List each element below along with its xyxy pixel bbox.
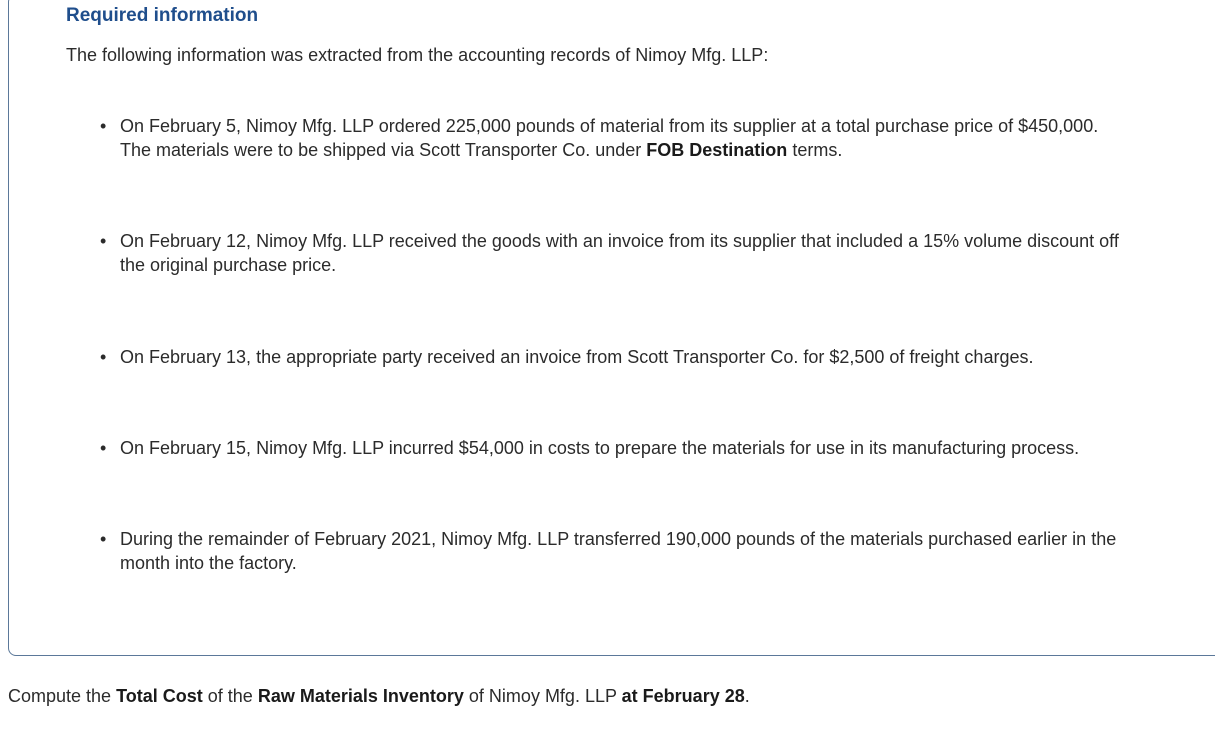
question-emphasis-total-cost: Total Cost [116,686,203,706]
list-item-text [120,229,1200,277]
question-prompt [8,686,750,707]
question-text: of Nimoy Mfg. LLP [468,686,617,706]
bullet-dot-icon: • [100,529,107,549]
list-item-line-end: terms. [792,140,843,160]
list-item [100,436,1200,460]
list-item-text: On February 15, Nimoy Mfg. LLP incurred $54,000 in costs to prepare the materials for use in its manufacturing process. [120,438,1080,458]
list-item-text: On February 13, the appropriate party received an invoice from Scott Transporter Co. for $2,500 of freight charges. [120,347,1034,367]
list-item-line: During the remainder of February 2021, Nimoy Mfg. LLP transferred 190,000 pounds of the materials purchased earlier in the [120,529,1117,549]
list-item [100,114,1200,162]
question-text: of the [207,686,253,706]
list-item-text [120,114,1200,162]
question-emphasis-date: at February 28 [621,686,745,706]
list-item-line: the original purchase price. [120,255,337,275]
bullet-dot-icon: • [100,116,107,136]
list-item [100,345,1200,369]
question-text: Compute the [8,686,112,706]
question-period: . [744,686,750,706]
list-item-text [120,527,1200,575]
list-item [100,229,1200,277]
panel-title: Required information [66,5,259,26]
question-emphasis-raw-materials: Raw Materials Inventory [257,686,464,706]
bullet-dot-icon: • [100,347,107,367]
list-item-line: On February 5, Nimoy Mfg. LLP ordered 225,000 pounds of material from its supplier at a total purchase price of $450,000. [120,116,1099,136]
list-item-line: month into the factory. [120,553,297,573]
fob-destination-term: FOB Destination [646,140,788,160]
list-item-line: On February 12, Nimoy Mfg. LLP received the goods with an invoice from its supplier that included a 15% volume discount off [120,231,1119,251]
intro-text: The following information was extracted from the accounting records of Nimoy Mfg. LLP: [66,45,769,65]
list-item [100,527,1200,575]
list-item-line: The materials were to be shipped via Scott Transporter Co. under [120,140,642,160]
bullet-dot-icon: • [100,231,107,251]
bullet-dot-icon: • [100,438,107,458]
